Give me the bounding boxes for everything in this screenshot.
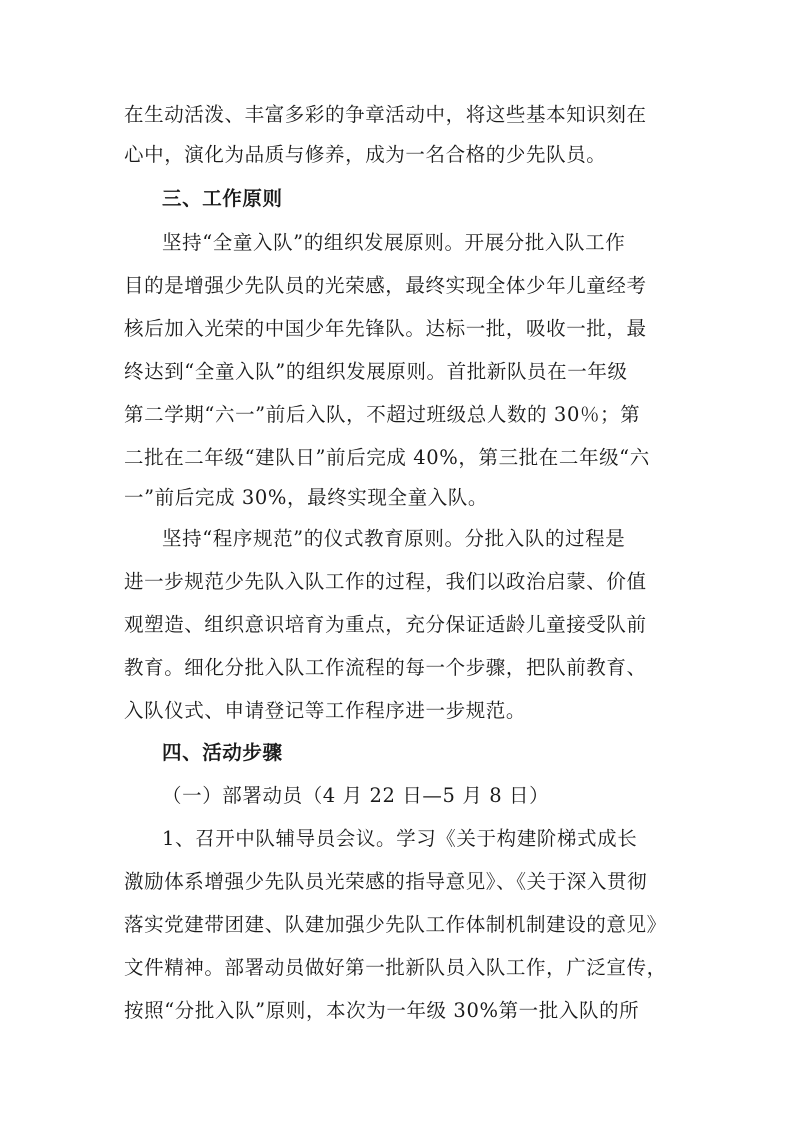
paragraph-line: 一”前后完成 30%，最终实现全童入队。 — [124, 486, 489, 509]
section-heading: 四、活动步骤 — [162, 741, 283, 764]
paragraph-line: 目的是增强少先队员的光荣感，最终实现全体少年儿童经考 — [124, 274, 647, 297]
paragraph-line: 进一步规范少先队入队工作的过程，我们以政治启蒙、价值 — [124, 570, 647, 593]
paragraph-line: 教育。细化分批入队工作流程的每一个步骤，把队前教育、 — [124, 656, 647, 679]
paragraph-line: 心中，演化为品质与修养，成为一名合格的少先队员。 — [124, 143, 607, 166]
paragraph-line: 核后加入光荣的中国少年先锋队。达标一批，吸收一批，最 — [124, 317, 647, 340]
paragraph-line: 1、召开中队辅导员会议。学习《关于构建阶梯式成长 — [162, 827, 638, 850]
paragraph-line: 坚持“全童入队”的组织发展原则。开展分批入队工作 — [162, 231, 626, 254]
paragraph-line: 按照“分批入队”原则，本次为一年级 30%第一批入队的所 — [124, 999, 640, 1022]
subsection-heading: （一）部署动员（4 月 22 日—5 月 8 日） — [162, 784, 550, 807]
paragraph-line: 文件精神。部署动员做好第一批新队员入队工作，广泛宣传， — [124, 956, 667, 979]
section-heading: 三、工作原则 — [162, 187, 283, 210]
paragraph-line: 观塑造、组织意识培育为重点，充分保证适龄儿童接受队前 — [124, 613, 647, 636]
paragraph-line: 第二学期“六一”前后入队，不超过班级总人数的 30％；第 — [124, 403, 641, 426]
paragraph-line: 终达到“全童入队”的组织发展原则。首批新队员在一年级 — [124, 360, 628, 383]
paragraph-line: 坚持“程序规范”的仪式教育原则。分批入队的过程是 — [162, 527, 626, 550]
paragraph-line: 落实党建带团建、队建加强少先队工作体制机制建设的意见》 — [124, 913, 667, 936]
paragraph-line: 入队仪式、申请登记等工作程序进一步规范。 — [124, 699, 527, 722]
paragraph-line: 在生动活泼、丰富多彩的争章活动中，将这些基本知识刻在 — [124, 103, 647, 126]
paragraph-line: 激励体系增强少先队员光荣感的指导意见》、《关于深入贯彻 — [124, 870, 648, 893]
paragraph-line: 二批在二年级“建队日”前后完成 40%，第三批在二年级“六 — [124, 446, 650, 469]
